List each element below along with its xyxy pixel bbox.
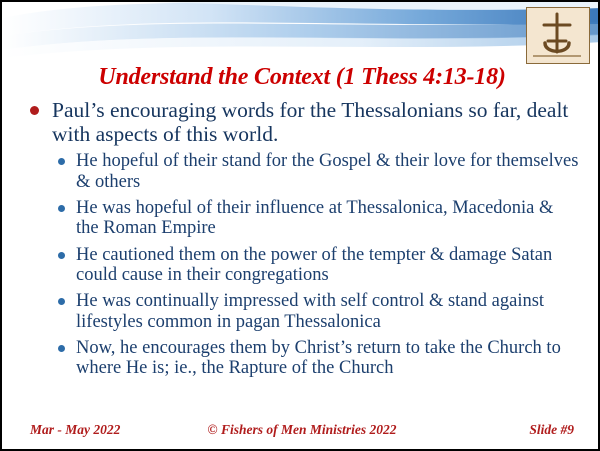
cross-and-anchor-logo [526, 7, 590, 64]
decorative-swoosh-banner [2, 2, 600, 72]
list-item-text: Now, he encourages them by Christ’s return to take the Church to where He is; ie., the Rapture of the Church [76, 337, 561, 379]
bullet-dot-icon [58, 252, 65, 259]
list-item [56, 291, 580, 332]
list-item-text: He was hopeful of their influence at Thessalonica, Macedonia & the Roman Empire [76, 197, 554, 239]
list-item-text: He cautioned them on the power of the tempter & damage Satan could cause in their congregations [76, 244, 553, 285]
bullet-dot-icon [30, 106, 39, 115]
list-item-text: He hopeful of their stand for the Gospel & their love for themselves & others [76, 151, 579, 192]
slide-content [28, 98, 580, 385]
bullet-level1 [28, 98, 580, 146]
bullet-dot-icon [58, 345, 65, 352]
footer-slide-number: Slide #9 [529, 422, 574, 437]
list-item [56, 245, 580, 286]
list-item [56, 151, 580, 192]
list-item-text: He was continually impressed with self control & stand against lifestyles common in pagan Thessalonica [76, 291, 545, 332]
sub-bullet-list [28, 151, 580, 378]
bullet-dot-icon [58, 205, 65, 212]
footer-copyright: © Fishers of Men Ministries 2022 [207, 422, 397, 437]
bullet-dot-icon [58, 298, 65, 305]
bullet-dot-icon [58, 158, 65, 165]
page-title: Understand the Context (1 Thess 4:13-18) [98, 64, 506, 90]
list-item [56, 198, 580, 239]
slide-footer [2, 422, 600, 442]
bullet-level1-text: Paul’s encouraging words for the Thessalonians so far, dealt with aspects of this world. [52, 98, 569, 147]
list-item [56, 338, 580, 379]
footer-date: Mar - May 2022 [30, 422, 121, 437]
